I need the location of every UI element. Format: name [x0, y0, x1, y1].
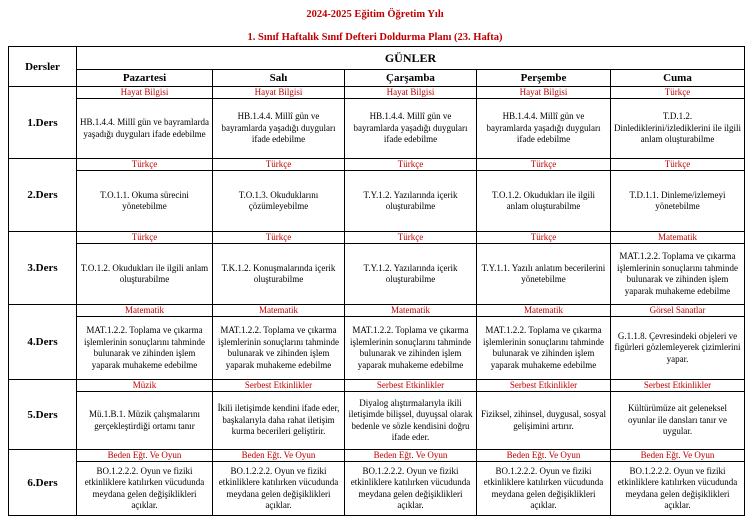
- outcome-text: [77, 392, 212, 449]
- outcome-text-value: T.K.1.2. Konuşmalarında içerik oluşturabilme: [221, 262, 336, 284]
- row-label: 1.Ders: [9, 87, 77, 159]
- subject-label: Matematik: [477, 305, 610, 317]
- outcome-text-value: Fiziksel, zihinsel, duygusal, sosyal gelişimini artırır.: [481, 409, 606, 431]
- outcome-text: [77, 99, 212, 158]
- outcome-text: [477, 462, 610, 515]
- lesson-cell: [477, 232, 611, 305]
- day-header-pazartesi: Pazartesi: [77, 70, 213, 87]
- outcome-text: [345, 392, 476, 449]
- lesson-cell: [77, 232, 213, 305]
- outcome-text-value: G.1.1.8. Çevresindeki objeleri ve figürleri gözlemleyerek çizimlerini yapar.: [614, 330, 741, 364]
- subject-label: Türkçe: [345, 232, 476, 244]
- subject-label: Türkçe: [477, 159, 610, 171]
- outcome-text: [345, 462, 476, 515]
- subject-label: Serbest Etkinlikler: [345, 380, 476, 392]
- table-row: [9, 305, 745, 380]
- lesson-cell: [477, 159, 611, 232]
- lesson-cell: [477, 87, 611, 159]
- subject-label: Türkçe: [77, 232, 212, 244]
- outcome-text-value: Diyalog alıştırmalarıyla ikili iletişimde bilişsel, duyuşsal olarak bedenle ve sözle kendisini doğru ifade eder.: [348, 397, 473, 442]
- outcome-text-value: Kültürümüze ait geleneksel oyunlar ile dansları tanır ve uygular.: [628, 403, 727, 437]
- table-row: [9, 450, 745, 516]
- subject-label: Matematik: [345, 305, 476, 317]
- outcome-text: [611, 462, 744, 515]
- subject-label: Serbest Etkinlikler: [611, 380, 744, 392]
- outcome-text-value: HB.1.4.4. Millî gün ve bayramlarda yaşadığı duyguları ifade edebilme: [353, 111, 468, 145]
- subject-label: Hayat Bilgisi: [477, 87, 610, 99]
- outcome-text-value: T.O.1.3. Okuduklarını çözümleyebilme: [238, 189, 319, 211]
- subject-label: Matematik: [77, 305, 212, 317]
- lesson-cell: [345, 159, 477, 232]
- table-row: [9, 232, 745, 305]
- subject-label: Serbest Etkinlikler: [213, 380, 344, 392]
- lesson-cell: [345, 305, 477, 380]
- subject-label: Hayat Bilgisi: [213, 87, 344, 99]
- subject-label: Türkçe: [345, 159, 476, 171]
- subject-label: Beden Eğt. Ve Oyun: [345, 450, 476, 462]
- outcome-text: [213, 392, 344, 449]
- row-label: 2.Ders: [9, 159, 77, 232]
- outcome-text: [477, 244, 610, 304]
- lesson-cell: [77, 380, 213, 450]
- outcome-text-value: T.Y.1.1. Yazılı anlatım becerilerini yönetebilme: [481, 262, 606, 284]
- row-label: 5.Ders: [9, 380, 77, 450]
- outcome-text-value: HB.1.4.4. Millî gün ve bayramlarda yaşadığı duyguları ifade edebilme: [221, 111, 336, 145]
- lesson-cell: [213, 87, 345, 159]
- table-body: [9, 87, 745, 516]
- row-label: 3.Ders: [9, 232, 77, 305]
- lesson-cell: [77, 87, 213, 159]
- outcome-text: [345, 244, 476, 304]
- weekly-plan-table: [8, 46, 745, 516]
- outcome-text: [77, 171, 212, 231]
- lesson-cell: [77, 450, 213, 516]
- outcome-text-value: İkili iletişimde kendini ifade eder, başkalarıyla daha rahat iletişim kurma becerileri geliştirir.: [217, 403, 340, 437]
- outcome-text-value: MAT.1.2.2. Toplama ve çıkarma işlemlerinin sonuçlarını tahminde bulunarak ve zihinden işlem yaparak muhakeme edebilme: [483, 325, 604, 370]
- row-label: 6.Ders: [9, 450, 77, 516]
- outcome-text-value: HB.1.4.4. Millî gün ve bayramlarda yaşadığı duyguları ifade edebilme: [80, 117, 209, 139]
- outcome-text: [477, 99, 610, 158]
- table-row: [9, 159, 745, 232]
- subject-label: Türkçe: [213, 159, 344, 171]
- outcome-text: [213, 171, 344, 231]
- outcome-text: [477, 392, 610, 449]
- outcome-text-value: BO.1.2.2.2. Oyun ve fiziki etkinliklere katılırken vücudunda meydana gelen değişiklikleri açıklar.: [218, 465, 339, 510]
- lesson-cell: [611, 305, 745, 380]
- lesson-cell: [77, 159, 213, 232]
- subject-label: Müzik: [77, 380, 212, 392]
- outcome-text: [611, 99, 744, 158]
- outcome-text-value: MAT.1.2.2. Toplama ve çıkarma işlemlerinin sonuçlarını tahminde bulunarak ve zihinden işlem yaparak muhakeme edebilme: [350, 325, 471, 370]
- outcome-text-value: HB.1.4.4. Millî gün ve bayramlarda yaşadığı duyguları ifade edebilme: [486, 111, 601, 145]
- lesson-cell: [477, 305, 611, 380]
- outcome-text: [345, 317, 476, 379]
- subject-label: Türkçe: [213, 232, 344, 244]
- outcome-text-value: BO.1.2.2.2. Oyun ve fiziki etkinliklere katılırken vücudunda meydana gelen değişiklikleri açıklar.: [84, 465, 205, 510]
- outcome-text: [611, 392, 744, 449]
- lesson-cell: [345, 87, 477, 159]
- lesson-cell: [345, 450, 477, 516]
- lesson-cell: [477, 380, 611, 450]
- outcome-text-value: MAT.1.2.2. Toplama ve çıkarma işlemlerinin sonuçlarını tahminde bulunarak ve zihinden işlem yaparak muhakeme edebilme: [84, 325, 205, 370]
- table-row: [9, 87, 745, 159]
- lesson-cell: [213, 450, 345, 516]
- outcome-text-value: T.O.1.1. Okuma sürecini yönetebilme: [100, 189, 189, 211]
- outcome-text: [611, 244, 744, 304]
- outcome-text: [77, 244, 212, 304]
- lesson-cell: [477, 450, 611, 516]
- outcome-text: [77, 317, 212, 379]
- outcome-text: [345, 171, 476, 231]
- outcome-text-value: BO.1.2.2.2. Oyun ve fiziki etkinliklere katılırken vücudunda meydana gelen değişiklikleri açıklar.: [350, 465, 471, 510]
- day-header-sali: Salı: [213, 70, 345, 87]
- subject-label: Türkçe: [77, 159, 212, 171]
- subject-label: Beden Eğt. Ve Oyun: [213, 450, 344, 462]
- subject-label: Türkçe: [477, 232, 610, 244]
- outcome-text-value: T.D.1.2. Dinlediklerini/izlediklerini ile ilgili anlam oluşturabilme: [614, 111, 741, 145]
- lesson-cell: [77, 305, 213, 380]
- lesson-cell: [611, 232, 745, 305]
- subject-label: Görsel Sanatlar: [611, 305, 744, 317]
- lesson-cell: [213, 232, 345, 305]
- lesson-cell: [611, 159, 745, 232]
- subject-label: Beden Eğt. Ve Oyun: [77, 450, 212, 462]
- outcome-text-value: MAT.1.2.2. Toplama ve çıkarma işlemlerinin sonuçlarını tahminde bulunarak ve zihinden işlem yaparak muhakeme edebilme: [617, 251, 738, 296]
- table-row: [9, 380, 745, 450]
- outcome-text: [611, 317, 744, 379]
- gunler-header: GÜNLER: [77, 47, 745, 70]
- outcome-text: [213, 244, 344, 304]
- document-title: 2024-2025 Eğitim Öğretim Yılı: [306, 9, 444, 20]
- outcome-text: [213, 462, 344, 515]
- outcome-text: [477, 317, 610, 379]
- dersler-header: Dersler: [9, 47, 77, 87]
- lesson-cell: [213, 159, 345, 232]
- subject-label: Beden Eğt. Ve Oyun: [477, 450, 610, 462]
- outcome-text-value: T.Y.1.2. Yazılarında içerik oluşturabilme: [363, 262, 458, 284]
- lesson-cell: [213, 305, 345, 380]
- day-header-carsamba: Çarşamba: [345, 70, 477, 87]
- outcome-text-value: T.D.1.1. Dinleme/izlemeyi yönetebilme: [629, 189, 726, 211]
- outcome-text: [213, 317, 344, 379]
- outcome-text-value: BO.1.2.2.2. Oyun ve fiziki etkinliklere katılırken vücudunda meydana gelen değişiklikleri açıklar.: [617, 465, 738, 510]
- outcome-text-value: T.O.1.2. Okudukları ile ilgili anlam oluşturabilme: [80, 262, 209, 284]
- subject-label: Hayat Bilgisi: [77, 87, 212, 99]
- outcome-text-value: Mü.1.B.1. Müzik çalışmalarını gerçekleştirdiği ortamı tanır: [89, 409, 200, 431]
- subject-label: Türkçe: [611, 159, 744, 171]
- outcome-text-value: MAT.1.2.2. Toplama ve çıkarma işlemlerinin sonuçlarını tahminde bulunarak ve zihinden işlem yaparak muhakeme edebilme: [218, 325, 339, 370]
- document-subtitle: 1. Sınıf Haftalık Sınıf Defteri Doldurma Planı (23. Hafta): [247, 32, 503, 43]
- day-header-persembe: Perşembe: [477, 70, 611, 87]
- outcome-text: [477, 171, 610, 231]
- outcome-text: [611, 171, 744, 231]
- lesson-cell: [611, 450, 745, 516]
- row-label: 4.Ders: [9, 305, 77, 380]
- day-header-cuma: Cuma: [611, 70, 745, 87]
- outcome-text: [345, 99, 476, 158]
- subject-label: Türkçe: [611, 87, 744, 99]
- subject-label: Matematik: [213, 305, 344, 317]
- outcome-text-value: T.Y.1.2. Yazılarında içerik oluşturabilme: [363, 189, 458, 211]
- lesson-cell: [345, 232, 477, 305]
- outcome-text: [213, 99, 344, 158]
- lesson-cell: [611, 87, 745, 159]
- lesson-cell: [345, 380, 477, 450]
- subject-label: Matematik: [611, 232, 744, 244]
- outcome-text: [77, 462, 212, 515]
- subject-label: Beden Eğt. Ve Oyun: [611, 450, 744, 462]
- subject-label: Serbest Etkinlikler: [477, 380, 610, 392]
- subject-label: Hayat Bilgisi: [345, 87, 476, 99]
- outcome-text-value: BO.1.2.2.2. Oyun ve fiziki etkinliklere katılırken vücudunda meydana gelen değişiklikleri açıklar.: [483, 465, 604, 510]
- lesson-cell: [213, 380, 345, 450]
- outcome-text-value: T.O.1.2. Okudukları ile ilgili anlam oluşturabilme: [491, 189, 596, 211]
- lesson-cell: [611, 380, 745, 450]
